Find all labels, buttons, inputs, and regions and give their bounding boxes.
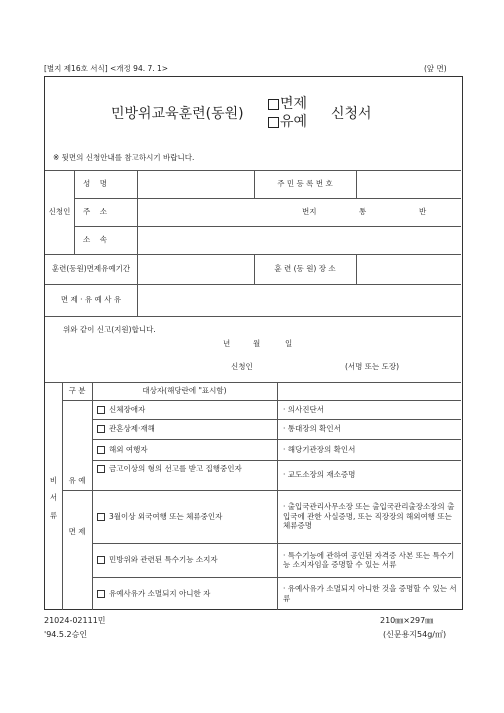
date-month-label: 월 <box>253 339 261 348</box>
doc-row-target-label: 신체장애자 <box>109 404 146 414</box>
form-reference: [별지 제16호 서식] <개정 94. 7. 1> <box>44 64 169 73</box>
doc-row-target-label: 관혼상제·재해 <box>109 424 155 434</box>
address-field[interactable] <box>137 198 461 226</box>
name-label: 성 명 <box>83 179 108 189</box>
col-target-header: 대상자(해당란에 "표시함) <box>142 386 227 396</box>
title-main: 민방위교육훈련(동원) <box>111 106 244 122</box>
title-suffix: 신청서 <box>331 106 372 122</box>
doc-row-target[interactable] <box>97 419 275 439</box>
doc-row-required: · 유예사유가 소멸되지 아니한 것을 증명할 수 있는 서류 <box>283 584 457 603</box>
checkbox-icon[interactable] <box>97 590 105 598</box>
doc-row-target-label: 민방위와 관련된 특수기능 소지자 <box>109 555 218 565</box>
approval-date: '94.5.2승인 <box>44 630 88 639</box>
paper-size: 210㎜×297㎜ <box>380 616 434 625</box>
place-label: 훈 련 (동 원) 장 소 <box>274 264 336 274</box>
declaration-text: 위와 같이 신고(지원)합니다. <box>63 325 156 334</box>
checkbox-icon[interactable] <box>97 465 105 473</box>
name-field[interactable] <box>145 170 261 198</box>
doc-row-target[interactable] <box>97 460 275 490</box>
application-form <box>44 76 463 610</box>
title-option-defer <box>268 111 307 131</box>
address-label: 주 소 <box>83 207 108 217</box>
doc-row-target[interactable] <box>97 400 275 419</box>
doc-row-required: · 통대장의 확인서 <box>283 424 341 434</box>
notice-text: ※ 뒷면의 신청안내를 참고하시기 바랍니다. <box>53 153 195 162</box>
applicant-sign-label: 신청인 <box>231 362 253 371</box>
period-label: 훈련(동원)면제유예기간 <box>51 264 131 274</box>
reason-label: 면 제 · 유 예 사 유 <box>60 295 122 305</box>
tong-label: 통 <box>359 207 367 217</box>
lot-label: 번지 <box>302 207 317 217</box>
checkbox-icon[interactable] <box>97 425 105 433</box>
doc-row-required: · 해당기관장의 확인서 <box>283 444 356 454</box>
type-exempt-label: 면 제 <box>68 527 86 537</box>
title-option-defer-label: 유예 <box>280 114 308 130</box>
type-defer-label: 유 예 <box>68 476 86 486</box>
doc-row-target-label: 해외 여행자 <box>109 444 148 454</box>
col-type-header: 구 분 <box>68 386 86 396</box>
reason-field[interactable] <box>137 284 461 316</box>
docs-group-char: 비 <box>49 475 58 485</box>
docs-group-char: 서 <box>49 493 58 503</box>
sign-or-stamp-label: (서명 또는 도장) <box>345 362 400 371</box>
doc-row-target[interactable] <box>97 490 275 543</box>
page-side-label: (앞 면) <box>424 64 447 73</box>
title-option-exempt-label: 면제 <box>280 96 308 112</box>
doc-row-required: · 교도소장의 재소증명 <box>283 470 356 480</box>
date-day-label: 일 <box>285 339 293 348</box>
doc-row-required: · 특수기능에 관하여 공인된 자격증 사본 또는 특수기능 소지자임을 증명할 수 있는 서류 <box>283 550 455 569</box>
checkbox-icon[interactable] <box>97 406 105 414</box>
doc-row-target-label: 유예사유가 소멸되지 아니한 자 <box>109 588 211 598</box>
doc-row-required: · 출입국관리사무소장 또는 출입국관리출장소장의 출입국에 관한 사실증명, 또는 직장장의 해외여행 또는 체류증명 <box>283 502 455 531</box>
resident-id-label: 주 민 등 록 번 호 <box>277 179 333 189</box>
affiliation-field[interactable] <box>137 226 461 254</box>
form-code: 21024-02111민 <box>44 616 106 625</box>
docs-group-char: 류 <box>49 510 58 520</box>
resident-id-field[interactable] <box>356 170 461 198</box>
checkbox-icon[interactable] <box>97 513 105 521</box>
title-option-exempt <box>268 93 307 113</box>
doc-row-target[interactable] <box>97 577 275 610</box>
doc-row-target[interactable] <box>97 439 275 460</box>
doc-row-required: · 의사진단서 <box>283 404 324 414</box>
place-field[interactable] <box>356 254 461 284</box>
checkbox-icon[interactable] <box>97 556 105 564</box>
affiliation-label: 소 속 <box>83 235 108 245</box>
checkbox-icon[interactable] <box>268 99 279 110</box>
doc-row-target[interactable] <box>97 543 275 577</box>
doc-row-target-label: 금고이상의 형의 선고를 받고 집행중인자 <box>109 464 242 473</box>
form-title <box>105 89 405 129</box>
paper-weight: (신문용지54g/㎡) <box>383 630 447 639</box>
period-field[interactable] <box>137 254 254 284</box>
applicant-group-label: 신청인 <box>48 207 71 217</box>
docs-group-label <box>45 453 62 543</box>
checkbox-icon[interactable] <box>268 117 279 128</box>
ban-label: 반 <box>419 207 427 217</box>
doc-row-target-label: 3월이상 외국여행 또는 체류중인자 <box>109 511 223 521</box>
date-year-label: 년 <box>223 339 231 348</box>
checkbox-icon[interactable] <box>97 446 105 454</box>
